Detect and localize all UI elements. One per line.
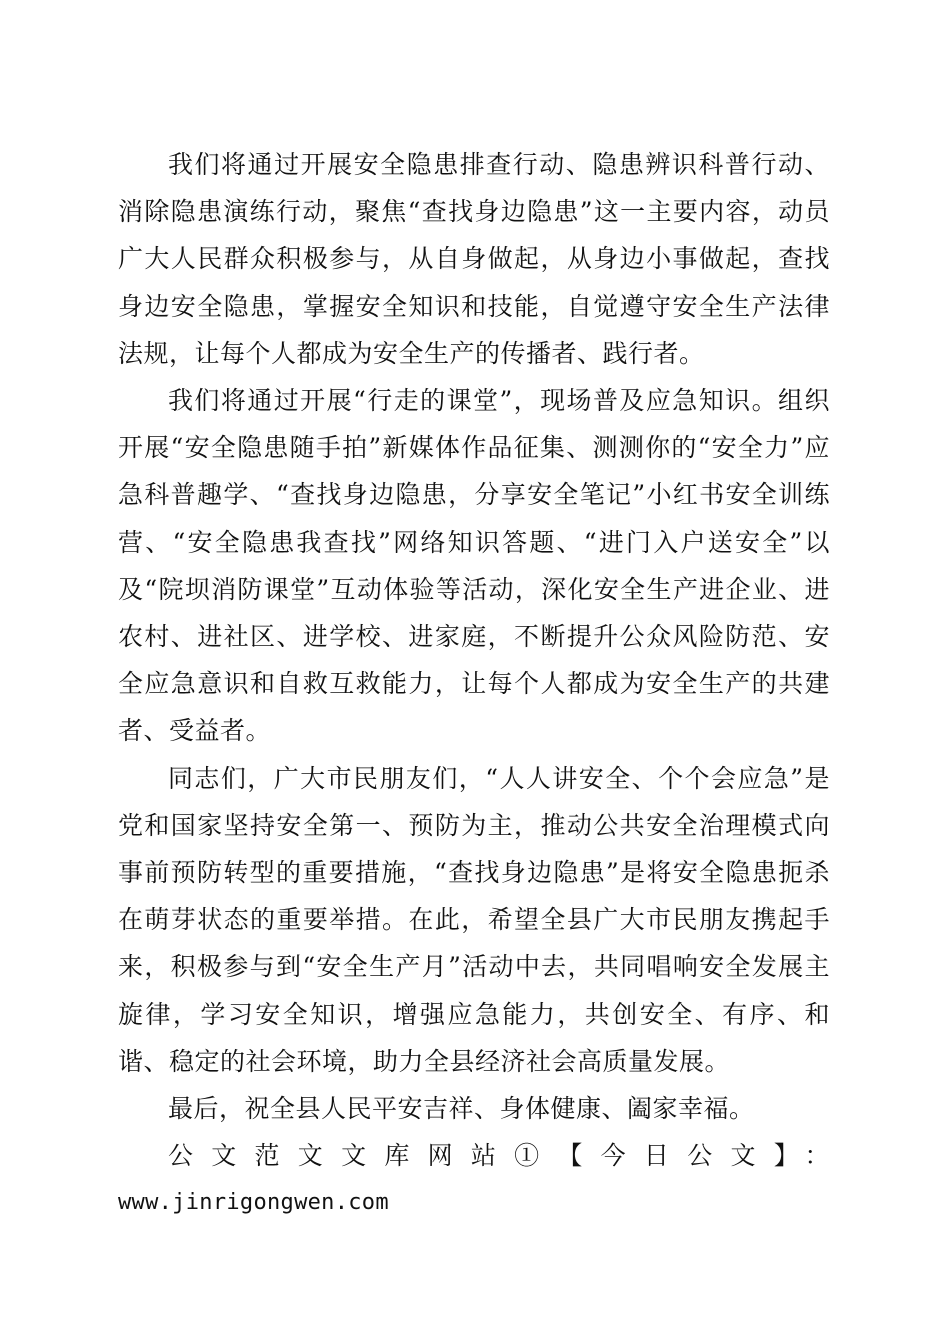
paragraph-3: 同志们，广大市民朋友们，“人人讲安全、个个会应急”是党和国家坚持安全第一、预防为主，推动公共安全治理模式向事前预防转型的重要措施，“查找身边隐患”是将安全隐患扼杀在萌芽状态的重要举措。在此，希望全县广大市民朋友携起手来，积极参与到“安全生产月”活动中去，共同唱响安全发展主旋律，学习安全知识，增强应急能力，共创安全、有序、和谐、稳定的社会环境，助力全县经济社会高质量发展。: [118, 763, 830, 1076]
footer-url: www.jinrigongwen.com: [118, 1190, 389, 1216]
footer-site-text: 公文范文文库网站①【今日公文】：: [168, 1141, 830, 1171]
paragraph-1: 我们将通过开展安全隐患排查行动、隐患辨识科普行动、消除隐患演练行动，聚焦“查找身边隐患”这一主要内容，动员广大人民群众积极参与，从自身做起，从身边小事做起，查找身边安全隐患，掌握安全知识和技能，自觉遵守安全生产法律法规，让每个人都成为安全生产的传播者、践行者。: [118, 150, 830, 368]
document-body: [118, 141, 830, 1227]
paragraph-2: 我们将通过开展“行走的课堂”，现场普及应急知识。组织开展“安全隐患随手拍”新媒体作品征集、测测你的“安全力”应急科普趣学、“查找身边隐患，分享安全笔记”小红书安全训练营、“安全隐患我查找”网络知识答题、“进门入户送安全”以及“院坝消防课堂”互动体验等活动，深化安全生产进企业、进农村、进社区、进学校、进家庭，不断提升公众风险防范、安全应急意识和自救互救能力，让每个人都成为安全生产的共建者、受益者。: [118, 386, 830, 746]
paragraph-4: 最后，祝全县人民平安吉祥、身体健康、阖家幸福。: [168, 1094, 755, 1124]
